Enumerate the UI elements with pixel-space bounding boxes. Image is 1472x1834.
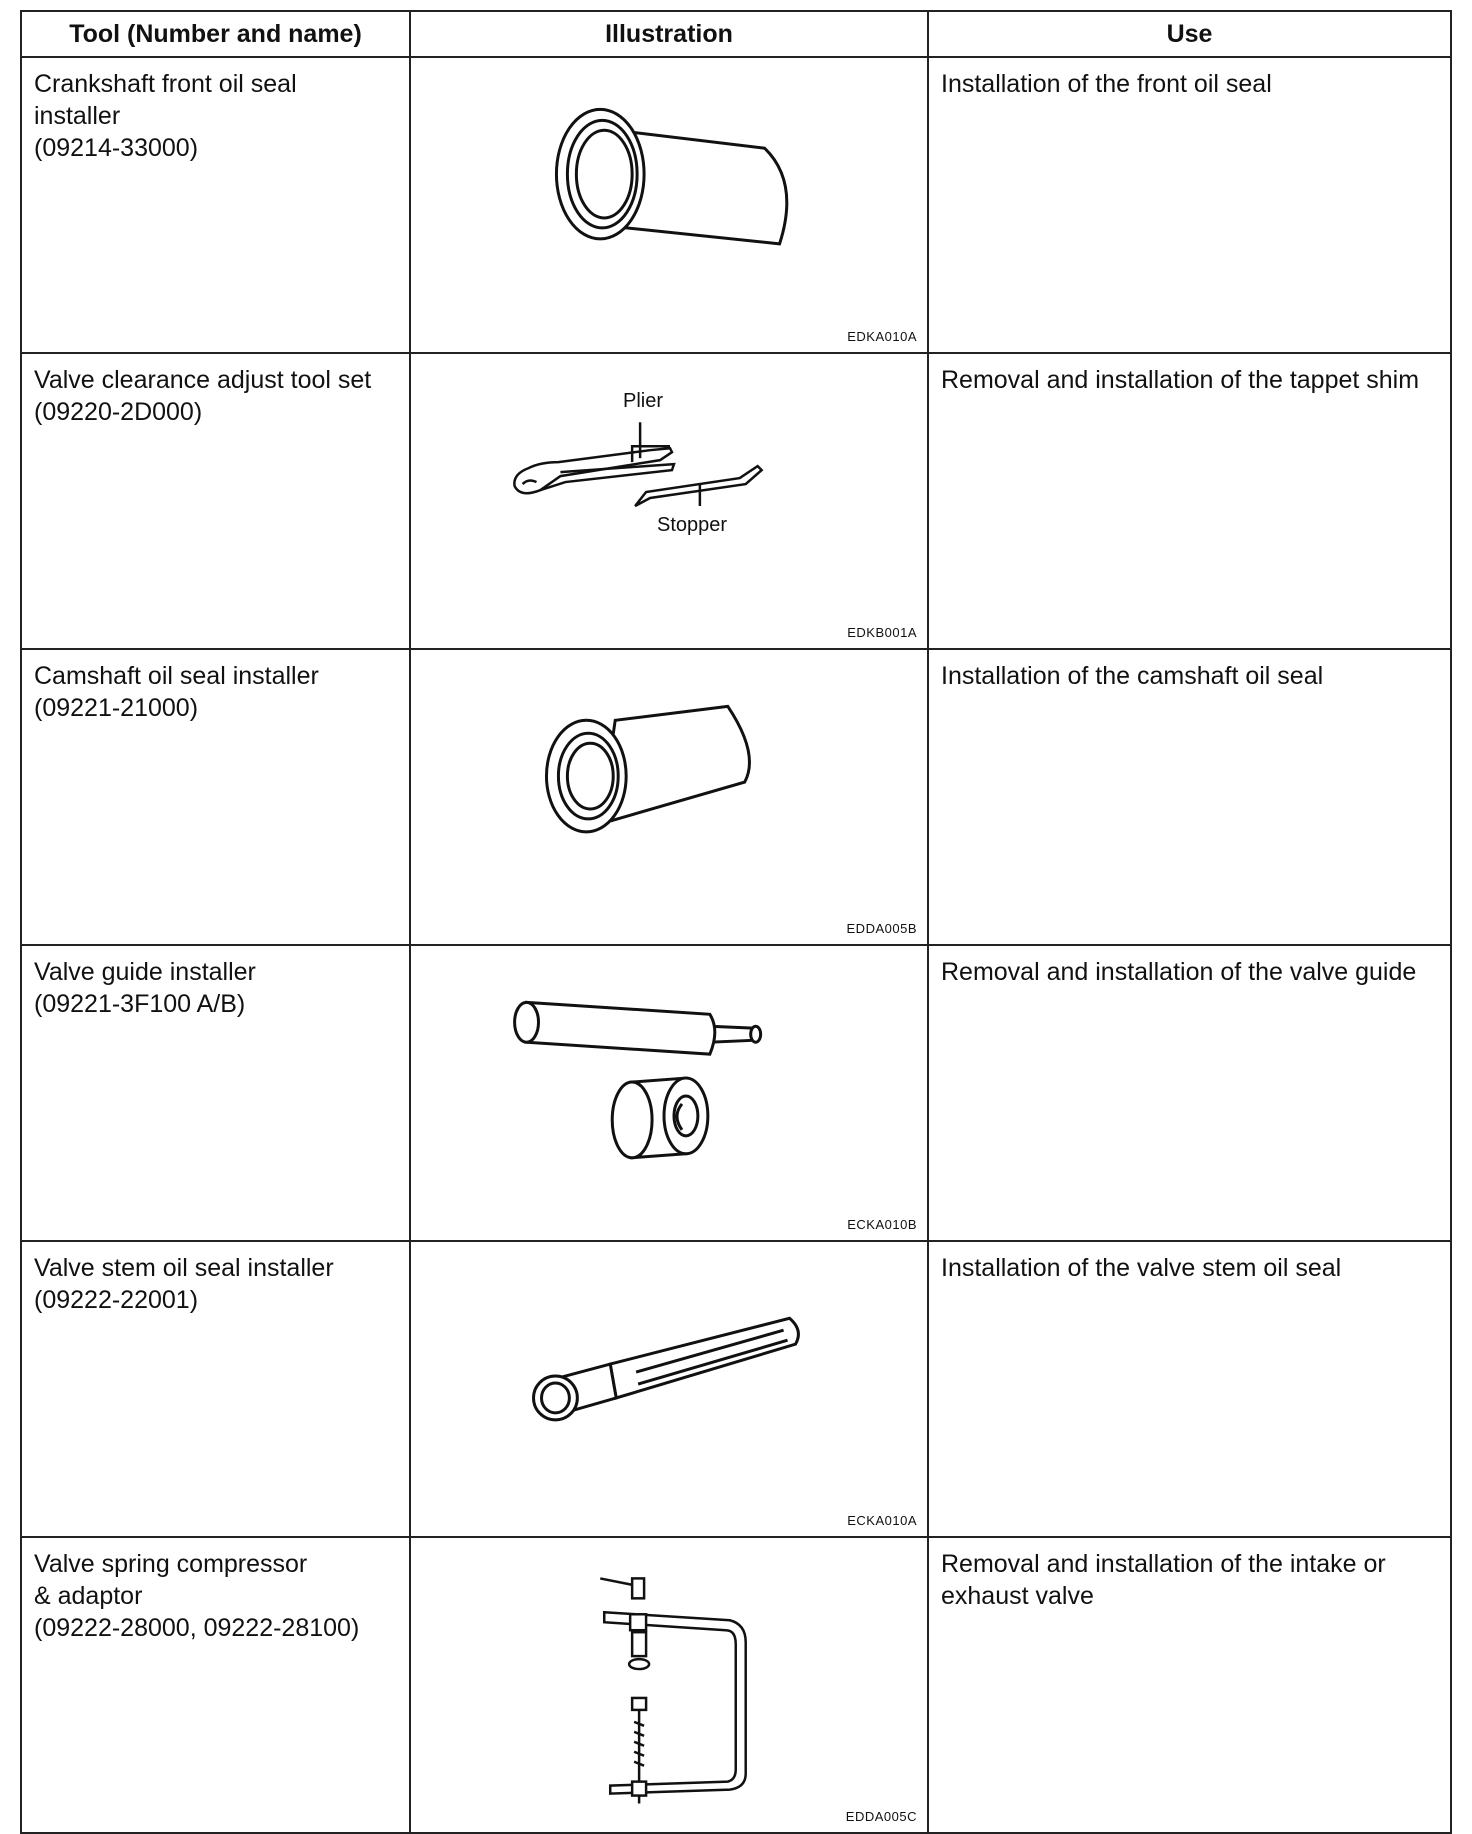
tool-name-line: Valve clearance adjust tool set: [34, 366, 372, 394]
use-cell: Installation of the valve stem oil seal: [928, 1241, 1451, 1537]
tool-number: (09221-21000): [34, 694, 199, 722]
use-cell: Removal and installation of the intake or exhaust valve: [928, 1537, 1451, 1833]
illustration-cell: [410, 57, 928, 353]
tool-cell: [21, 57, 410, 353]
illustration-cell: [410, 1241, 928, 1537]
tool-cell: [21, 649, 410, 945]
valve-guide-installer-drawing: [411, 946, 927, 1240]
header-row: [21, 11, 1451, 57]
camshaft-seal-installer-drawing: [411, 650, 927, 944]
table-row: [21, 353, 1451, 649]
illustration-cell: [410, 353, 928, 649]
tool-number: (09214-33000): [34, 134, 199, 162]
plier-label: Plier: [623, 390, 664, 412]
use-cell: Removal and installation of the valve guide: [928, 945, 1451, 1241]
tool-number: (09222-22001): [34, 1286, 199, 1314]
use-cell: Installation of the front oil seal: [928, 57, 1451, 353]
table-row: [21, 649, 1451, 945]
illustration-cell: [410, 649, 928, 945]
tool-cell: [21, 1537, 410, 1833]
tool-name-line: Valve guide installer: [34, 958, 256, 986]
tool-number: (09220-2D000): [34, 398, 203, 426]
header-tool: Tool (Number and name): [21, 11, 410, 57]
tool-name-line: Valve spring compressor: [34, 1550, 308, 1578]
tool-name-line: Camshaft oil seal installer: [34, 662, 319, 690]
tool-cell: [21, 1241, 410, 1537]
table-row: [21, 57, 1451, 353]
stopper-label: Stopper: [657, 514, 728, 536]
illustration-cell: [410, 945, 928, 1241]
valve-stem-seal-installer-drawing: [411, 1242, 927, 1536]
figure-code: ECKA010A: [847, 1513, 917, 1528]
tool-name-line: Valve stem oil seal installer: [34, 1254, 334, 1282]
figure-code: EDDA005C: [845, 1809, 917, 1824]
figure-code: ECKA010B: [847, 1217, 917, 1232]
tool-cell: [21, 945, 410, 1241]
figure-code: EDKB001A: [847, 625, 917, 640]
header-use: Use: [928, 11, 1451, 57]
tool-name-line: & adaptor: [34, 1582, 143, 1610]
table-row: [21, 1537, 1451, 1833]
table-row: [21, 945, 1451, 1241]
tool-name-line: Crankshaft front oil seal: [34, 70, 297, 98]
plier-and-stopper-drawing: [411, 354, 927, 648]
valve-spring-compressor-drawing: [411, 1538, 927, 1832]
tool-number: (09222-28000, 09222-28100): [34, 1614, 360, 1642]
figure-code: EDDA005B: [846, 921, 917, 936]
tool-name-line: installer: [34, 102, 121, 130]
header-illustration: Illustration: [410, 11, 928, 57]
illustration-cell: [410, 1537, 928, 1833]
table-row: [21, 1241, 1451, 1537]
figure-code: EDKA010A: [847, 329, 917, 344]
use-cell: Installation of the camshaft oil seal: [928, 649, 1451, 945]
tool-cell: [21, 353, 410, 649]
special-tools-table: [20, 10, 1452, 1834]
use-cell: Removal and installation of the tappet shim: [928, 353, 1451, 649]
tool-number: (09221-3F100 A/B): [34, 990, 246, 1018]
crankshaft-seal-installer-drawing: [411, 58, 927, 352]
